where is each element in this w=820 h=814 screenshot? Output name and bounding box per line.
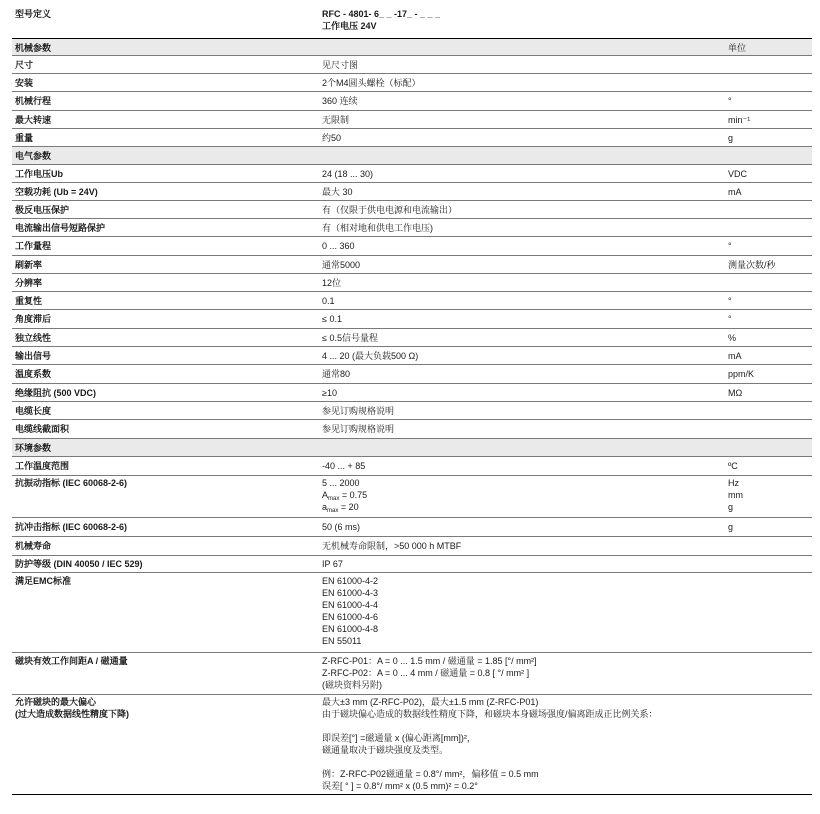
param-label [15, 8, 315, 20]
param-label [15, 204, 315, 216]
param-label-line: 抗振动指标 (IEC 60068-2-6) [15, 478, 128, 488]
param-label-line: 独立线性 [15, 333, 52, 343]
param-value-line: 工作电压 24V [322, 21, 377, 31]
table-row [12, 128, 812, 146]
param-value-line: (磁块资料另附) [322, 680, 382, 690]
param-value [322, 368, 722, 380]
table-row [12, 364, 812, 383]
param-value-line: 无限制 [322, 115, 350, 125]
param-label-line: 角度滞后 [15, 314, 52, 324]
param-label [15, 59, 315, 71]
param-label-line: 刷新率 [15, 260, 43, 270]
param-label-line: 空载功耗 (Ub = 24V) [15, 187, 98, 197]
param-label-line: 允许磁块的最大偏心 [15, 697, 97, 707]
param-value-line: 有（仅限于供电电源和电流输出） [322, 205, 458, 215]
table-row [12, 383, 812, 401]
param-label-line: 电气参数 [15, 151, 52, 161]
param-value [322, 240, 722, 252]
param-label [15, 696, 315, 720]
table-row [12, 73, 812, 91]
param-value-line: Z-RFC-P02：A = 0 ... 4 mm / 磁通量 = 0.8 [ °/ mm² ] [322, 668, 530, 678]
param-label [15, 222, 315, 234]
param-unit-line: ° [728, 296, 732, 306]
param-label [15, 387, 315, 399]
param-value [322, 558, 722, 570]
param-value-line: 5 ... 2000 [322, 478, 360, 488]
param-unit-line: mA [728, 187, 742, 197]
param-value-line: EN 61000-4-3 [322, 588, 379, 598]
table-row [12, 652, 812, 694]
param-unit [728, 95, 812, 107]
param-unit-line: min⁻¹ [728, 115, 751, 125]
param-label [15, 460, 315, 472]
param-label [15, 368, 315, 380]
param-unit [728, 132, 812, 144]
param-unit-line: 单位 [728, 43, 747, 53]
table-row [12, 401, 812, 419]
param-value [322, 259, 722, 271]
param-value-line: 通常80 [322, 369, 351, 379]
param-value-line: 有（相对地和供电工作电压) [322, 223, 433, 233]
param-value-line: 24 (18 ... 30) [322, 169, 374, 179]
param-label [15, 423, 315, 435]
param-value-line: 约50 [322, 133, 342, 143]
param-label-line: 最大转速 [15, 115, 52, 125]
param-value-line: 参见订购规格说明 [322, 406, 395, 416]
param-value-line: 4 ... 20 (最大负载500 Ω) [322, 351, 419, 361]
param-value-line: 0 ... 360 [322, 241, 355, 251]
param-label-line: 电流输出信号短路保护 [15, 223, 106, 233]
param-value-line: 参见订购规格说明 [322, 424, 395, 434]
param-value [322, 350, 722, 362]
param-label-line: 重量 [15, 133, 34, 143]
param-value [322, 186, 722, 198]
param-value [322, 114, 722, 126]
param-unit [728, 186, 812, 198]
param-unit [728, 313, 812, 325]
param-label-line: 尺寸 [15, 60, 34, 70]
param-value [322, 696, 722, 792]
param-value-line: EN 61000-4-4 [322, 600, 379, 610]
param-unit [728, 387, 812, 399]
param-value [322, 405, 722, 417]
param-unit-line: mm [728, 490, 743, 500]
param-unit-line: ° [728, 314, 732, 324]
param-unit-line: MΩ [728, 388, 743, 398]
param-value-line: Z-RFC-P01：A = 0 ... 1.5 mm / 磁通量 = 1.85 [°/ mm²] [322, 656, 537, 666]
param-label [15, 132, 315, 144]
param-label [15, 442, 315, 454]
param-label-line: 机械行程 [15, 96, 52, 106]
param-label-line: 抗冲击指标 (IEC 60068-2-6) [15, 522, 128, 532]
param-label [15, 114, 315, 126]
param-label [15, 558, 315, 570]
param-value-line: 由于磁块偏心造成的数据线性精度下降，和磁块本身磁场强度/偏离距成正比例关系： [322, 709, 658, 719]
param-label [15, 150, 315, 162]
param-label-line: (过大造成数据线性精度下降) [15, 709, 129, 719]
param-value-line: 最大 30 [322, 187, 353, 197]
table-row [12, 694, 812, 795]
param-value [322, 204, 722, 216]
param-label-line: 防护等级 (DIN 40050 / IEC 529) [15, 559, 143, 569]
param-label-line: 机械参数 [15, 43, 52, 53]
table-row [12, 218, 812, 236]
param-value-line: 见尺寸图 [322, 60, 359, 70]
table-row [12, 255, 812, 273]
param-value [322, 477, 722, 513]
param-label [15, 168, 315, 180]
param-value-line: 例：Z-RFC-P02磁通量 = 0.8°/ mm²，偏移值 = 0.5 mm [322, 769, 539, 779]
param-unit [728, 521, 812, 533]
param-unit [728, 460, 812, 472]
param-unit-line: mA [728, 351, 742, 361]
param-value-line: -40 ... + 85 [322, 461, 366, 471]
param-unit [728, 42, 812, 54]
param-label-line: 电缆长度 [15, 406, 52, 416]
param-unit-line: ° [728, 241, 732, 251]
table-row [12, 91, 812, 110]
param-unit [728, 240, 812, 252]
param-label-line: 分辨率 [15, 278, 43, 288]
param-unit [728, 259, 812, 271]
param-value-line: 磁通量取决于磁块强度及类型。 [322, 745, 449, 755]
param-label [15, 313, 315, 325]
table-row [12, 555, 812, 572]
param-unit-line: ppm/K [728, 369, 755, 379]
param-value [322, 8, 722, 32]
param-unit-line: 测量次数/秒 [728, 260, 776, 270]
param-label [15, 575, 315, 587]
param-unit [728, 295, 812, 307]
param-value-line: ≤ 0.5信号量程 [322, 333, 378, 343]
param-value [322, 655, 722, 691]
param-label [15, 77, 315, 89]
param-value [322, 332, 722, 344]
param-value-line: 通常5000 [322, 260, 361, 270]
spec-table [12, 6, 812, 795]
param-label-line: 环境参数 [15, 443, 52, 453]
param-label-line: 绝缘阻抗 (500 VDC) [15, 388, 97, 398]
param-value [322, 59, 722, 71]
table-row [12, 456, 812, 475]
param-value [322, 277, 722, 289]
param-label [15, 277, 315, 289]
table-row [12, 536, 812, 555]
table-row [12, 572, 812, 652]
param-value [322, 77, 722, 89]
param-value [322, 521, 722, 533]
param-value-line: ≤ 0.1 [322, 314, 342, 324]
param-value-line: $A_{max} = 0.75$ [322, 490, 368, 502]
param-value-line: $a_{max} = 20$ [322, 502, 359, 514]
table-row [12, 291, 812, 309]
table-row [12, 110, 812, 128]
table-row [12, 164, 812, 182]
param-label-line: 重复性 [15, 296, 43, 306]
param-value [322, 95, 722, 107]
table-row [12, 146, 812, 164]
param-label [15, 259, 315, 271]
param-value-line: 2个M4圆头螺栓（标配） [322, 78, 421, 88]
param-label-line: 磁块有效工作间距A / 磁通量 [15, 656, 128, 666]
param-value-line: 即误差[°] =磁通量 x (偏心距离[mm])²， [322, 733, 476, 743]
param-label [15, 521, 315, 533]
param-label-line: 电缆线截面积 [15, 424, 70, 434]
param-label [15, 186, 315, 198]
param-value [322, 423, 722, 435]
param-unit-line: % [728, 333, 737, 343]
param-value-line: EN 61000-4-8 [322, 624, 379, 634]
param-value [322, 575, 722, 647]
table-row [12, 419, 812, 438]
param-label-line: 机械寿命 [15, 541, 52, 551]
table-row [12, 438, 812, 456]
param-label-line: 极反电压保护 [15, 205, 70, 215]
param-value [322, 387, 722, 399]
param-label [15, 332, 315, 344]
param-value-line: 50 (6 ms) [322, 522, 361, 532]
table-row [12, 55, 812, 73]
param-label-line: 温度系数 [15, 369, 52, 379]
param-value-line: 最大±3 mm (Z-RFC-P02)，最大±1.5 mm (Z-RFC-P01) [322, 697, 539, 707]
param-value [322, 540, 722, 552]
table-row [12, 182, 812, 200]
param-unit [728, 477, 812, 513]
param-value-line: EN 61000-4-6 [322, 612, 379, 622]
param-label [15, 295, 315, 307]
table-row [12, 38, 812, 55]
param-value-line: EN 55011 [322, 636, 362, 646]
param-unit-line: ºC [728, 461, 738, 471]
table-row [12, 475, 812, 517]
param-label-line: 满足EMC标准 [15, 576, 71, 586]
param-label-line: 工作温度范围 [15, 461, 70, 471]
param-value-line: RFC - 4801- 6_ _ -17_ - _ _ _ [322, 9, 441, 19]
param-value-line: IP 67 [322, 559, 343, 569]
param-label [15, 405, 315, 417]
param-value-line: 12位 [322, 278, 342, 288]
param-value [322, 222, 722, 234]
param-value-line: 误差[ ° ] = 0.8°/ mm² x (0.5 mm)² = 0.2° [322, 781, 478, 791]
param-value [322, 295, 722, 307]
param-unit [728, 114, 812, 126]
param-unit-line: g [728, 502, 734, 512]
param-value [322, 168, 722, 180]
param-label [15, 240, 315, 252]
param-label-line: 工作电压Ub [15, 169, 63, 179]
param-label-line: 工作量程 [15, 241, 52, 251]
param-unit-line: VDC [728, 169, 748, 179]
param-value-line: 360 连续 [322, 96, 358, 106]
table-row [12, 236, 812, 255]
param-label-line: 安装 [15, 78, 34, 88]
param-unit-line: ° [728, 96, 732, 106]
param-value [322, 460, 722, 472]
param-label [15, 655, 315, 667]
table-row [12, 273, 812, 291]
table-row [12, 517, 812, 536]
param-unit [728, 168, 812, 180]
table-row [12, 309, 812, 328]
param-value-line: 无机械寿命限制，>50 000 h MTBF [322, 541, 462, 551]
table-row [12, 200, 812, 218]
param-label-line: 输出信号 [15, 351, 52, 361]
table-row [12, 6, 812, 38]
param-label [15, 350, 315, 362]
param-unit [728, 368, 812, 380]
param-value [322, 132, 722, 144]
param-value-line: 0.1 [322, 296, 335, 306]
param-value-line: ≥10 [322, 388, 337, 398]
param-unit [728, 332, 812, 344]
param-unit-line: g [728, 522, 734, 532]
param-label [15, 477, 315, 489]
param-unit [728, 350, 812, 362]
param-value-line: EN 61000-4-2 [322, 576, 379, 586]
table-row [12, 328, 812, 346]
table-row [12, 346, 812, 364]
param-label [15, 42, 315, 54]
param-value [322, 313, 722, 325]
param-label [15, 95, 315, 107]
param-unit-line: Hz [728, 478, 739, 488]
param-unit-line: g [728, 133, 734, 143]
param-label [15, 540, 315, 552]
param-label-line: 型号定义 [15, 9, 52, 19]
